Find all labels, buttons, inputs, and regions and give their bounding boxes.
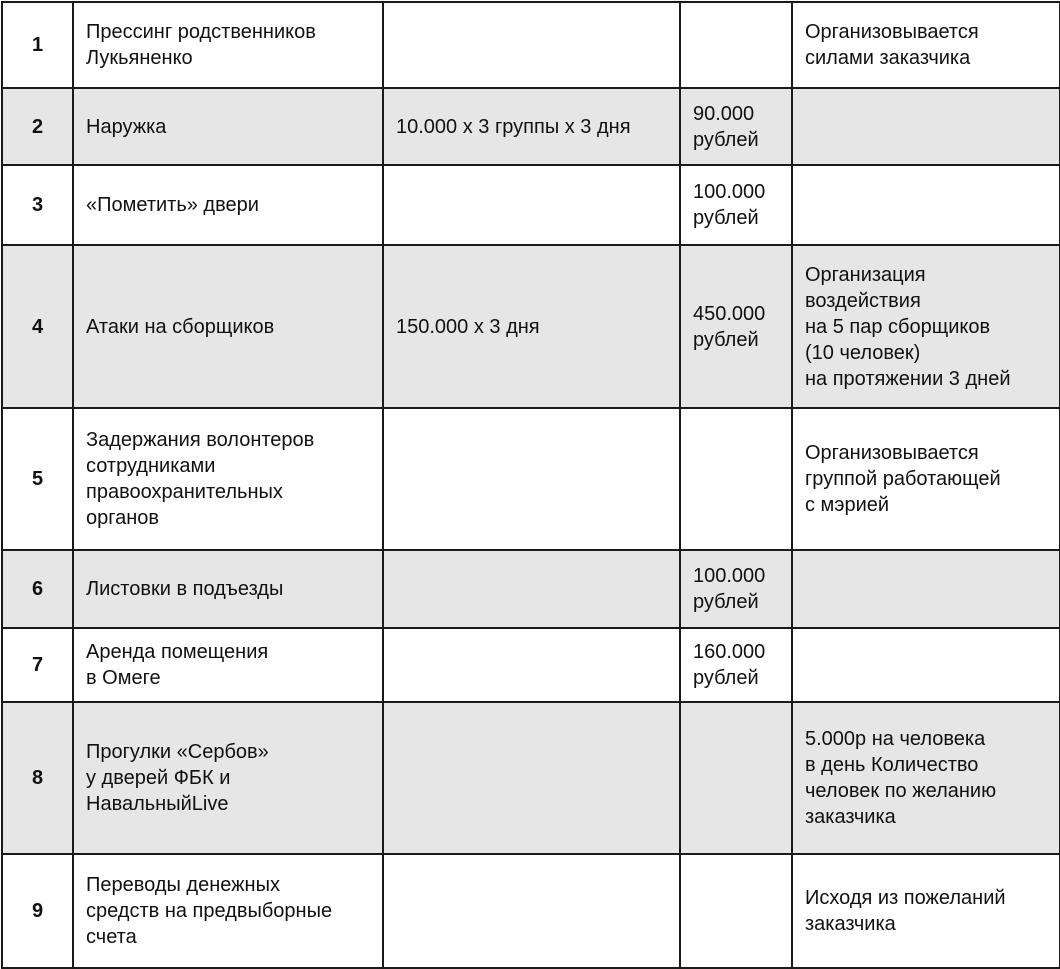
table-row bbox=[2, 2, 1060, 88]
calc-cell bbox=[383, 702, 680, 854]
table-row bbox=[2, 550, 1060, 628]
table-row bbox=[2, 165, 1060, 245]
table-row bbox=[2, 702, 1060, 854]
task-cell: Листовки в подъезды bbox=[73, 550, 383, 628]
row-number: 8 bbox=[2, 702, 73, 854]
note-cell: Организовывается силами заказчика bbox=[792, 2, 1060, 88]
task-cell: Прогулки «Сербов» у дверей ФБК и НавальныйLive bbox=[73, 702, 383, 854]
note-cell: Организовывается группой работающей с мэрией bbox=[792, 408, 1060, 550]
table-row bbox=[2, 854, 1060, 968]
task-cell: Атаки на сборщиков bbox=[73, 245, 383, 408]
row-number: 7 bbox=[2, 628, 73, 702]
note-cell bbox=[792, 165, 1060, 245]
cost-cell: 160.000 рублей bbox=[680, 628, 792, 702]
task-cell: «Пометить» двери bbox=[73, 165, 383, 245]
calc-cell bbox=[383, 2, 680, 88]
cost-cell bbox=[680, 408, 792, 550]
cost-cell: 90.000 рублей bbox=[680, 88, 792, 165]
table-row bbox=[2, 88, 1060, 165]
task-cell: Наружка bbox=[73, 88, 383, 165]
row-number: 1 bbox=[2, 2, 73, 88]
calc-cell bbox=[383, 408, 680, 550]
cost-cell bbox=[680, 854, 792, 968]
calc-cell bbox=[383, 165, 680, 245]
cost-cell: 450.000 рублей bbox=[680, 245, 792, 408]
note-cell bbox=[792, 88, 1060, 165]
calc-cell bbox=[383, 854, 680, 968]
row-number: 2 bbox=[2, 88, 73, 165]
calc-cell bbox=[383, 550, 680, 628]
row-number: 9 bbox=[2, 854, 73, 968]
note-cell: Исходя из пожеланий заказчика bbox=[792, 854, 1060, 968]
row-number: 4 bbox=[2, 245, 73, 408]
calc-cell bbox=[383, 628, 680, 702]
task-cell: Задержания волонтеров сотрудниками правоохранительных органов bbox=[73, 408, 383, 550]
calc-cell: 10.000 x 3 группы x 3 дня bbox=[383, 88, 680, 165]
table-row bbox=[2, 245, 1060, 408]
task-cell: Аренда помещения в Омеге bbox=[73, 628, 383, 702]
calc-cell: 150.000 x 3 дня bbox=[383, 245, 680, 408]
task-cell: Переводы денежных средств на предвыборные счета bbox=[73, 854, 383, 968]
note-cell bbox=[792, 628, 1060, 702]
cost-cell bbox=[680, 702, 792, 854]
note-cell: 5.000р на человека в день Количество человек по желанию заказчика bbox=[792, 702, 1060, 854]
row-number: 6 bbox=[2, 550, 73, 628]
table-row bbox=[2, 628, 1060, 702]
table-row bbox=[2, 408, 1060, 550]
plan-table bbox=[1, 1, 1060, 969]
task-cell: Прессинг родственников Лукьяненко bbox=[73, 2, 383, 88]
cost-cell: 100.000 рублей bbox=[680, 550, 792, 628]
cost-cell: 100.000 рублей bbox=[680, 165, 792, 245]
note-cell: Организация воздействия на 5 пар сборщиков (10 человек) на протяжении 3 дней bbox=[792, 245, 1060, 408]
row-number: 5 bbox=[2, 408, 73, 550]
row-number: 3 bbox=[2, 165, 73, 245]
cost-cell bbox=[680, 2, 792, 88]
note-cell bbox=[792, 550, 1060, 628]
